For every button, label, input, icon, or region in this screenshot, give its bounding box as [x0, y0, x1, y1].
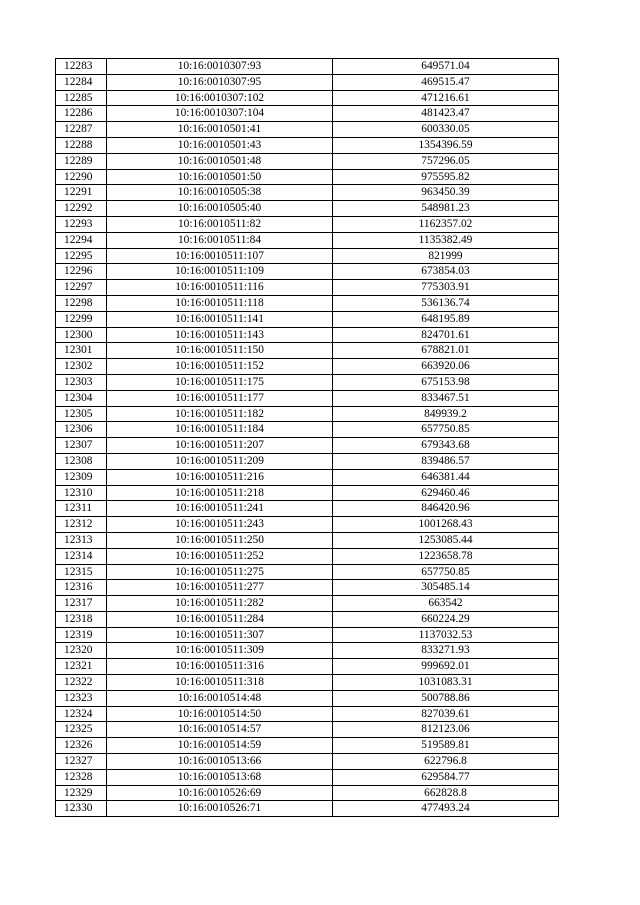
cadastral-number-cell: 10:16:0010511:307 [107, 627, 333, 643]
table-row [56, 517, 559, 533]
cadastral-number-cell: 10:16:0010501:50 [107, 169, 333, 185]
cadastral-number-cell: 10:16:0010511:109 [107, 264, 333, 280]
cadastral-value-cell: 477493.24 [333, 801, 559, 817]
row-number-cell: 12283 [56, 59, 107, 75]
cadastral-value-cell: 675153.98 [333, 374, 559, 390]
cadastral-value-cell: 1001268.43 [333, 517, 559, 533]
cadastral-value-cell: 1253085.44 [333, 532, 559, 548]
cadastral-number-cell: 10:16:0010511:241 [107, 501, 333, 517]
cadastral-number-cell: 10:16:0010511:107 [107, 248, 333, 264]
cadastral-value-cell: 662828.8 [333, 785, 559, 801]
cadastral-value-cell: 629460.46 [333, 485, 559, 501]
cadastral-number-cell: 10:16:0010511:141 [107, 311, 333, 327]
table-row [56, 295, 559, 311]
table-row [56, 390, 559, 406]
row-number-cell: 12322 [56, 675, 107, 691]
table-row [56, 90, 559, 106]
table-row [56, 722, 559, 738]
cadastral-number-cell: 10:16:0010511:309 [107, 643, 333, 659]
row-number-cell: 12299 [56, 311, 107, 327]
cadastral-number-cell: 10:16:0010514:57 [107, 722, 333, 738]
row-number-cell: 12300 [56, 327, 107, 343]
cadastral-number-cell: 10:16:0010511:218 [107, 485, 333, 501]
row-number-cell: 12310 [56, 485, 107, 501]
cadastral-value-cell: 1162357.02 [333, 216, 559, 232]
row-number-cell: 12316 [56, 580, 107, 596]
cadastral-value-cell: 500788.86 [333, 690, 559, 706]
cadastral-value-cell: 679343.68 [333, 438, 559, 454]
table-row [56, 501, 559, 517]
cadastral-number-cell: 10:16:0010511:250 [107, 532, 333, 548]
row-number-cell: 12294 [56, 232, 107, 248]
cadastral-value-cell: 678821.01 [333, 343, 559, 359]
row-number-cell: 12308 [56, 453, 107, 469]
cadastral-number-cell: 10:16:0010505:38 [107, 185, 333, 201]
row-number-cell: 12317 [56, 596, 107, 612]
cadastral-number-cell: 10:16:0010511:82 [107, 216, 333, 232]
cadastral-number-cell: 10:16:0010511:118 [107, 295, 333, 311]
table-row [56, 359, 559, 375]
row-number-cell: 12327 [56, 754, 107, 770]
row-number-cell: 12326 [56, 738, 107, 754]
table-row [56, 201, 559, 217]
cadastral-number-cell: 10:16:0010501:43 [107, 137, 333, 153]
row-number-cell: 12284 [56, 74, 107, 90]
table-row [56, 406, 559, 422]
cadastral-number-cell: 10:16:0010511:275 [107, 564, 333, 580]
cadastral-number-cell: 10:16:0010511:318 [107, 675, 333, 691]
table-row [56, 216, 559, 232]
table-row [56, 548, 559, 564]
cadastral-number-cell: 10:16:0010511:282 [107, 596, 333, 612]
table-row [56, 627, 559, 643]
table-row [56, 659, 559, 675]
table-row [56, 769, 559, 785]
row-number-cell: 12289 [56, 153, 107, 169]
row-number-cell: 12297 [56, 280, 107, 296]
table-row [56, 611, 559, 627]
cadastral-value-cell: 600330.05 [333, 122, 559, 138]
row-number-cell: 12309 [56, 469, 107, 485]
cadastral-number-cell: 10:16:0010511:252 [107, 548, 333, 564]
table-row [56, 122, 559, 138]
cadastral-value-cell: 846420.96 [333, 501, 559, 517]
cadastral-value-cell: 839486.57 [333, 453, 559, 469]
cadastral-value-cell: 481423.47 [333, 106, 559, 122]
row-number-cell: 12295 [56, 248, 107, 264]
row-number-cell: 12307 [56, 438, 107, 454]
cadastral-number-cell: 10:16:0010307:93 [107, 59, 333, 75]
row-number-cell: 12296 [56, 264, 107, 280]
row-number-cell: 12330 [56, 801, 107, 817]
cadastral-number-cell: 10:16:0010526:69 [107, 785, 333, 801]
row-number-cell: 12314 [56, 548, 107, 564]
row-number-cell: 12311 [56, 501, 107, 517]
row-number-cell: 12285 [56, 90, 107, 106]
row-number-cell: 12286 [56, 106, 107, 122]
row-number-cell: 12292 [56, 201, 107, 217]
row-number-cell: 12303 [56, 374, 107, 390]
cadastral-value-table [55, 58, 559, 817]
cadastral-number-cell: 10:16:0010307:104 [107, 106, 333, 122]
cadastral-number-cell: 10:16:0010514:48 [107, 690, 333, 706]
row-number-cell: 12298 [56, 295, 107, 311]
table-row [56, 74, 559, 90]
cadastral-value-cell: 673854.03 [333, 264, 559, 280]
row-number-cell: 12305 [56, 406, 107, 422]
cadastral-number-cell: 10:16:0010307:102 [107, 90, 333, 106]
row-number-cell: 12301 [56, 343, 107, 359]
cadastral-number-cell: 10:16:0010501:41 [107, 122, 333, 138]
table-row [56, 280, 559, 296]
cadastral-value-cell: 657750.85 [333, 422, 559, 438]
cadastral-number-cell: 10:16:0010511:150 [107, 343, 333, 359]
row-number-cell: 12329 [56, 785, 107, 801]
cadastral-number-cell: 10:16:0010513:68 [107, 769, 333, 785]
cadastral-value-cell: 663542 [333, 596, 559, 612]
cadastral-value-cell: 469515.47 [333, 74, 559, 90]
row-number-cell: 12315 [56, 564, 107, 580]
cadastral-number-cell: 10:16:0010511:182 [107, 406, 333, 422]
table-row [56, 596, 559, 612]
row-number-cell: 12306 [56, 422, 107, 438]
cadastral-number-cell: 10:16:0010511:277 [107, 580, 333, 596]
row-number-cell: 12328 [56, 769, 107, 785]
table-row [56, 738, 559, 754]
table-row [56, 153, 559, 169]
row-number-cell: 12324 [56, 706, 107, 722]
cadastral-value-cell: 975595.82 [333, 169, 559, 185]
table-row [56, 248, 559, 264]
table-row [56, 137, 559, 153]
row-number-cell: 12321 [56, 659, 107, 675]
table-row [56, 327, 559, 343]
table-row [56, 169, 559, 185]
row-number-cell: 12288 [56, 137, 107, 153]
cadastral-number-cell: 10:16:0010511:316 [107, 659, 333, 675]
cadastral-value-cell: 548981.23 [333, 201, 559, 217]
table-row [56, 754, 559, 770]
cadastral-number-cell: 10:16:0010511:207 [107, 438, 333, 454]
table-row [56, 453, 559, 469]
cadastral-number-cell: 10:16:0010511:209 [107, 453, 333, 469]
cadastral-number-cell: 10:16:0010511:184 [107, 422, 333, 438]
cadastral-number-cell: 10:16:0010511:216 [107, 469, 333, 485]
cadastral-value-cell: 1137032.53 [333, 627, 559, 643]
cadastral-value-cell: 629584.77 [333, 769, 559, 785]
table-row [56, 232, 559, 248]
cadastral-value-cell: 999692.01 [333, 659, 559, 675]
cadastral-number-cell: 10:16:0010511:284 [107, 611, 333, 627]
cadastral-value-cell: 833271.93 [333, 643, 559, 659]
cadastral-number-cell: 10:16:0010511:84 [107, 232, 333, 248]
table-row [56, 564, 559, 580]
row-number-cell: 12302 [56, 359, 107, 375]
cadastral-value-cell: 471216.61 [333, 90, 559, 106]
table-row [56, 469, 559, 485]
table-row [56, 706, 559, 722]
cadastral-number-cell: 10:16:0010511:175 [107, 374, 333, 390]
row-number-cell: 12293 [56, 216, 107, 232]
cadastral-number-cell: 10:16:0010511:177 [107, 390, 333, 406]
row-number-cell: 12290 [56, 169, 107, 185]
table-row [56, 485, 559, 501]
row-number-cell: 12320 [56, 643, 107, 659]
table-row [56, 690, 559, 706]
row-number-cell: 12323 [56, 690, 107, 706]
table-row [56, 675, 559, 691]
table-row [56, 532, 559, 548]
cadastral-value-cell: 1135382.49 [333, 232, 559, 248]
cadastral-value-cell: 821999 [333, 248, 559, 264]
cadastral-value-cell: 305485.14 [333, 580, 559, 596]
cadastral-value-cell: 827039.61 [333, 706, 559, 722]
table-row [56, 785, 559, 801]
row-number-cell: 12291 [56, 185, 107, 201]
table-body [56, 59, 559, 817]
cadastral-value-cell: 519589.81 [333, 738, 559, 754]
cadastral-value-cell: 812123.06 [333, 722, 559, 738]
row-number-cell: 12313 [56, 532, 107, 548]
cadastral-number-cell: 10:16:0010511:243 [107, 517, 333, 533]
cadastral-number-cell: 10:16:0010514:59 [107, 738, 333, 754]
cadastral-value-cell: 1354396.59 [333, 137, 559, 153]
cadastral-number-cell: 10:16:0010526:71 [107, 801, 333, 817]
table-row [56, 311, 559, 327]
cadastral-value-cell: 622796.8 [333, 754, 559, 770]
cadastral-value-cell: 824701.61 [333, 327, 559, 343]
row-number-cell: 12287 [56, 122, 107, 138]
cadastral-value-cell: 657750.85 [333, 564, 559, 580]
cadastral-value-cell: 536136.74 [333, 295, 559, 311]
table-row [56, 185, 559, 201]
row-number-cell: 12304 [56, 390, 107, 406]
cadastral-number-cell: 10:16:0010505:40 [107, 201, 333, 217]
table-row [56, 801, 559, 817]
cadastral-value-cell: 1031083.31 [333, 675, 559, 691]
row-number-cell: 12325 [56, 722, 107, 738]
cadastral-value-cell: 1223658.78 [333, 548, 559, 564]
table-row [56, 264, 559, 280]
table-row [56, 106, 559, 122]
cadastral-value-cell: 660224.29 [333, 611, 559, 627]
row-number-cell: 12319 [56, 627, 107, 643]
cadastral-number-cell: 10:16:0010307:95 [107, 74, 333, 90]
cadastral-value-cell: 648195.89 [333, 311, 559, 327]
table-row [56, 343, 559, 359]
cadastral-number-cell: 10:16:0010501:48 [107, 153, 333, 169]
table-row [56, 422, 559, 438]
table-row [56, 643, 559, 659]
cadastral-value-cell: 849939.2 [333, 406, 559, 422]
row-number-cell: 12312 [56, 517, 107, 533]
cadastral-value-cell: 646381.44 [333, 469, 559, 485]
cadastral-number-cell: 10:16:0010511:143 [107, 327, 333, 343]
table-row [56, 374, 559, 390]
cadastral-number-cell: 10:16:0010513:66 [107, 754, 333, 770]
table-row [56, 580, 559, 596]
cadastral-value-cell: 649571.04 [333, 59, 559, 75]
row-number-cell: 12318 [56, 611, 107, 627]
cadastral-number-cell: 10:16:0010511:116 [107, 280, 333, 296]
cadastral-value-cell: 663920.06 [333, 359, 559, 375]
cadastral-value-cell: 757296.05 [333, 153, 559, 169]
cadastral-number-cell: 10:16:0010511:152 [107, 359, 333, 375]
table-row [56, 59, 559, 75]
table-row [56, 438, 559, 454]
cadastral-number-cell: 10:16:0010514:50 [107, 706, 333, 722]
cadastral-value-cell: 833467.51 [333, 390, 559, 406]
cadastral-value-cell: 963450.39 [333, 185, 559, 201]
cadastral-value-cell: 775303.91 [333, 280, 559, 296]
